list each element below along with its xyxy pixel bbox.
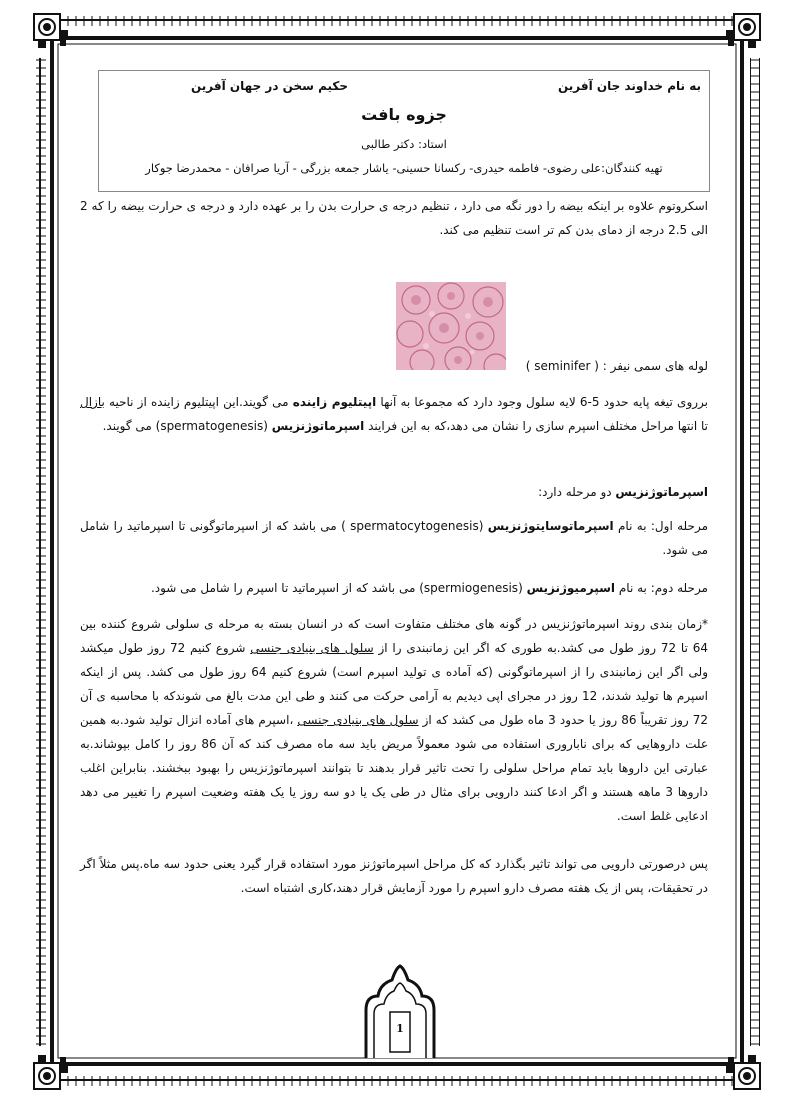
- paragraph-stage-one: مرحله اول: به نام اسپرماتوسایتوژنزیس (spermatocytogenesis ) می باشد که از اسپرماتوگونی تا اسپرماتید را شامل می شود.: [80, 519, 708, 557]
- paragraph-timing: *زمان بندی روند اسپرماتوژنزیس در گونه های مختلف متفاوت است که در انسان بسته به مرحله ی سلولی شروع کننده بین 64 تا 72 روز طول می کشد.به طوری که اگر این زمانبندی را از سلول های بنیادی جنسی شروع کنیم 72 روز طول میکشد ولی اگر این زمانبندی را از اسپرماتوگونی (که آماده ی تولید اسپرم است) شروع کنیم 64 روز طول می کشد. پس از اینکه اسپرم ها تولید شدند، 12 روز در مجرای اپی دیدیم به آرامی حرکت می کنند و طی این مدت بالغ می شوندکه با محاسبه ی آن 72 روز تقریباً 86 روز یا حدود 3 ماه طول می کشد که از سلول های بنیادی جنسی ،اسپرم های آماده انزال تولید شود.به همین علت داروهایی که برای ناباروری استفاده می شود معمولاً مریض باید سه ماه مصرف کند که آن 86 روز را کامل بپوشاند.به عبارتی این داروها باید تمام مراحل سلولی را تحت تاثیر قرار بدهند تا بتوانند اسپرماتوژنزیس را بهبود ببخشند. بنابراین اغلب داروها 3 ماهه هستند و اگر ادعا کنند دارویی برای مثال در طی یک یا دو سه روز یا یک هفته وضعیت اسپرم را تغییر می دهد ادعایی غلط است.: [80, 617, 709, 823]
- page-title: جزوه بافت: [361, 105, 447, 124]
- invocation-left: حکیم سخن در جهان آفرین: [191, 79, 349, 93]
- paragraph-conclusion: پس درصورتی دارویی می تواند تاثیر بگذارد که کل مراحل اسپرماتوژنز مورد استفاده قرار گیرد یعنی حدود سه ماه.پس مثلاً اگر در تحقیقات، پس از یک هفته مصرف دارو اسپرم را مورد آزمایش قرار دهند،کاری اشتباه است.: [80, 857, 708, 895]
- teacher-line: استاد: دکتر طالبی: [361, 137, 447, 151]
- page-number: 1: [396, 1022, 404, 1035]
- paragraph-two-stages: اسپرماتوژنزیس دو مرحله دارد:: [538, 485, 708, 499]
- paragraph-germinal-epithelium: برروی تیغه پایه حدود 5-6 لایه سلول وجود دارد که مجموعا به آنها اپیتلیوم زاینده می گویند.این اپیتلیوم زاینده از ناحیه بازال تا انتها مراحل مختلف اسپرم سازی را نشان می دهد،که به این فرایند اسپرماتوژنزیس (spermatogenesis) می گویند.: [80, 395, 708, 433]
- micrograph-caption: لوله های سمی نیفر : ( seminifer ): [525, 359, 708, 373]
- invocation-right: به نام خداوند جان آفرین: [557, 79, 701, 93]
- document-header: [98, 70, 710, 192]
- paragraph-stage-two: مرحله دوم: به نام اسپرمیوژنزیس (spermiogenesis) می باشد که از اسپرماتید تا اسپرم را شامل می شود.: [150, 581, 708, 595]
- authors-line: تهیه کنندگان:علی رضوی- فاطمه حیدری- رکسانا حسینی- یاشار جمعه بزرگی - آریا صرافان - محمدرضا جوکار: [145, 161, 663, 175]
- page-content: [80, 62, 708, 1052]
- paragraph-scrotum: اسکروتوم علاوه بر اینکه بیضه را دور نگه می دارد ، تنظیم درجه ی حرارت بدن را بر عهده دارد و درجه ی حرارت بیضه را که 2 الی 2.5 درجه از دمای بدن کم تر است تنظیم می کند.: [80, 199, 708, 237]
